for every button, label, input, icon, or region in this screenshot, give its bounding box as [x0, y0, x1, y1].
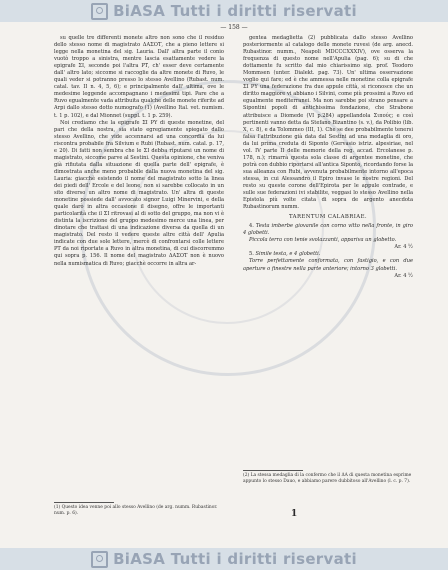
item-5-reverse: Torre perfettamente conformata, con fastigio, e con due aperture o finestre nella parte anteriore; intorno 3 globetti.	[243, 258, 413, 272]
library-logo-icon	[91, 3, 108, 20]
banner-top-text: BiASA Tutti i diritti riservati	[113, 2, 357, 20]
item-4-number: 4.	[249, 223, 254, 230]
item-5-number: 5.	[249, 251, 254, 258]
left-footnote-rule	[54, 502, 114, 503]
item-4-obverse: Testa imberbe giovanile con corno vitto nella fronte, in giro 4 globetti.	[243, 223, 414, 237]
item-5-metal: Ar. 4 ½	[394, 272, 413, 279]
coin-item-5	[243, 251, 413, 279]
watermark-banner-top	[0, 0, 448, 22]
watermark-banner-bottom	[0, 548, 448, 570]
section-title: TARENTUM CALABRIAE.	[288, 214, 368, 221]
coin-item-4	[243, 223, 413, 251]
page-mark: 1	[291, 509, 298, 519]
page-header: — 158 —	[220, 24, 248, 31]
item-4-reverse: Piccola terra con tenie svolazzanti, appariva un globetto.	[249, 237, 397, 244]
left-paragraph-1: su quelle tre differenti monete altro non sono che il residuo dello stesso nome di magistrato ΔΑΣΟΤ, che a pieno lettere si legge nella monetina del sig. Lauria. Dall' altra parte il conio vuotò troppo a sinistra, mentre lascia esattamente vedere la epigrafe ΣΙ, seconde poi l'altra ΡΤ, ch' esser deve certamente dall' altro lato; siccome si raccoglie da altre monete di Ruvo, le quali veder si potranno presso lo stesso Avellino (Rubast. num. catal. tav. II n. 4, 5, 6); e principalmente dall' ultima, ove le medesime leggende accompagnano i medesimi tipi. Pare che a Ruvo egualmente vada attribuita qualche delle monete riferite ad Arpi dallo stesso dotto numografo (1) (Avellino Ital. vet. numism. t. 1 p. 102), e dal Mionnet (suppl. t. 1 p. 259).	[54, 35, 224, 119]
library-logo-icon-bottom	[91, 551, 108, 568]
banner-bottom-text: BiASA Tutti i diritti riservati	[113, 550, 357, 568]
right-column	[243, 35, 413, 280]
right-footnote-rule	[243, 470, 303, 471]
left-paragraph-2: Noi crediamo che la epigrafe ΣΙ ΡΥ di queste monetine, del pari che della nostra, sia stato egregiamente spiegato dallo stesso Avellino, che vide accennarsi ad una concordia da lui riscontra probabile fra Silvium e Rubi (Rubast. num. catal. p. 17, e 20). Di fatti non sembra che le ΣΙ debba riputarsi un nome di magistrato, siccome parve al Sestini. Questa opinione, che veniva già rifiutata dalla situazione di quella parte dell' epigrafe, è dimostrata anche meno probabile dalla nuova monetina del sig. Lauria: giacchè esistendo il nome del magistrato sotto la linea dei piedi dell' Ercole e del leone, non si sarebbe collocato in un sito diverso un altro nome di magistrato. Un' altra di queste monetine possiede dall' avvocato signor Luigi Minervini, e della quale darò in altra occasione il disegno, offre le importanti particolarità che il ΣΙ ritrovasi al di sotto del gruppo, ma non vi è distinta la iscrizione del gruppo medesimo merce una linea, per dinotare che trattasi di una indicazione diversa da quella di un magistrato. Del resto il vedere queste altre città dell' Apulia indicate con due sole lettere, mercè di confrontarsi colle lettere ΡΤ da noi riportate a Ruvo in altra monetina, di cui discorremmo qui sopra p. 156. Il nome del magistrato ΔΑΣΟΤ non è nuovo nella numismatica di Ruvo; giacchè occorre in altra ar-	[54, 119, 224, 267]
right-footnote: (2) La stessa medaglia di la confermo che il ΔΑ di questa monetina esprime appunto lo stesso Dauo, e abbiamo parere dubbitoso all'Avellino (l. c. p. 7).	[243, 473, 412, 484]
right-paragraph-1: gentea medaglietta (2) pubblicata dallo stesso Avellino posteriormente al catalogo delle monete ruvesi (de arg. anecd. Rubastinor. numm., Neapoli MDCCCXXXIV), ove osserva la frequenza di questo nome nell'Apulia (pag. 6); su di che dottamente fu scritto dal mio chiarissimo sig. prof. Teodoro Mommsen (unter. Dialekt. pag. 73). Un' ultima osservazione voglio qui fare; ed è che ammessa nelle monetine colla epigrafe ΣΙ ΡΥ una federazione fra due appule città, si riconosce che un diritto maggiore vi abbiano i Silvini, come più prossimi a Ruvo ed egualmente mediterranei. Ma non sarebbe poi strano pensare a Sipontini popoli di antichissima fondazione, che Strabone attribuisce a Diomede (VI p.284) appellandola Σιπούς; e così pertinenti vanno detta da Stefano Bizantino (s. v.), da Polibio (lib. X, c. 8), e da Tolommeo (III, 1). Che se dee probabilmente tenersi falsa l'attribuzione già data dal Sestini ad una medaglia di oro, da lui prima creduta di Siponto (Gervasio istriz. alpesiriae, nel vol. IV parte II delle memorie della reg. accad. Ercolanese p. 178, n.); rimarrà questa sola classe di argentee monetine, che potrà con dubbio riportarsi all'antica Siponto, ricordando forse la sua alleanza con Rubi, avvenuta probabilmente intorno all'epoca stessa, in cui Alessandro il Epiro invase le nostre regioni. Del resto su queste corone dell'Epirota per le appule contrade, e sulle sue federazioni ivi stabilite, veggasi lo stesso Avellino nella Epistola più volte citata di sopra de argento anecdota Rubastinorum numm.	[243, 35, 413, 211]
item-4-metal: Ar. 4 ½	[394, 244, 413, 251]
left-column	[54, 35, 224, 268]
left-footnote: (1) Questo idea venne poi allo stesso Avellino (de arg. numm. Rubastinor. num. p. 6).	[54, 505, 218, 516]
item-5-obverse: Simile testa, e 4 globetti.	[255, 251, 321, 258]
